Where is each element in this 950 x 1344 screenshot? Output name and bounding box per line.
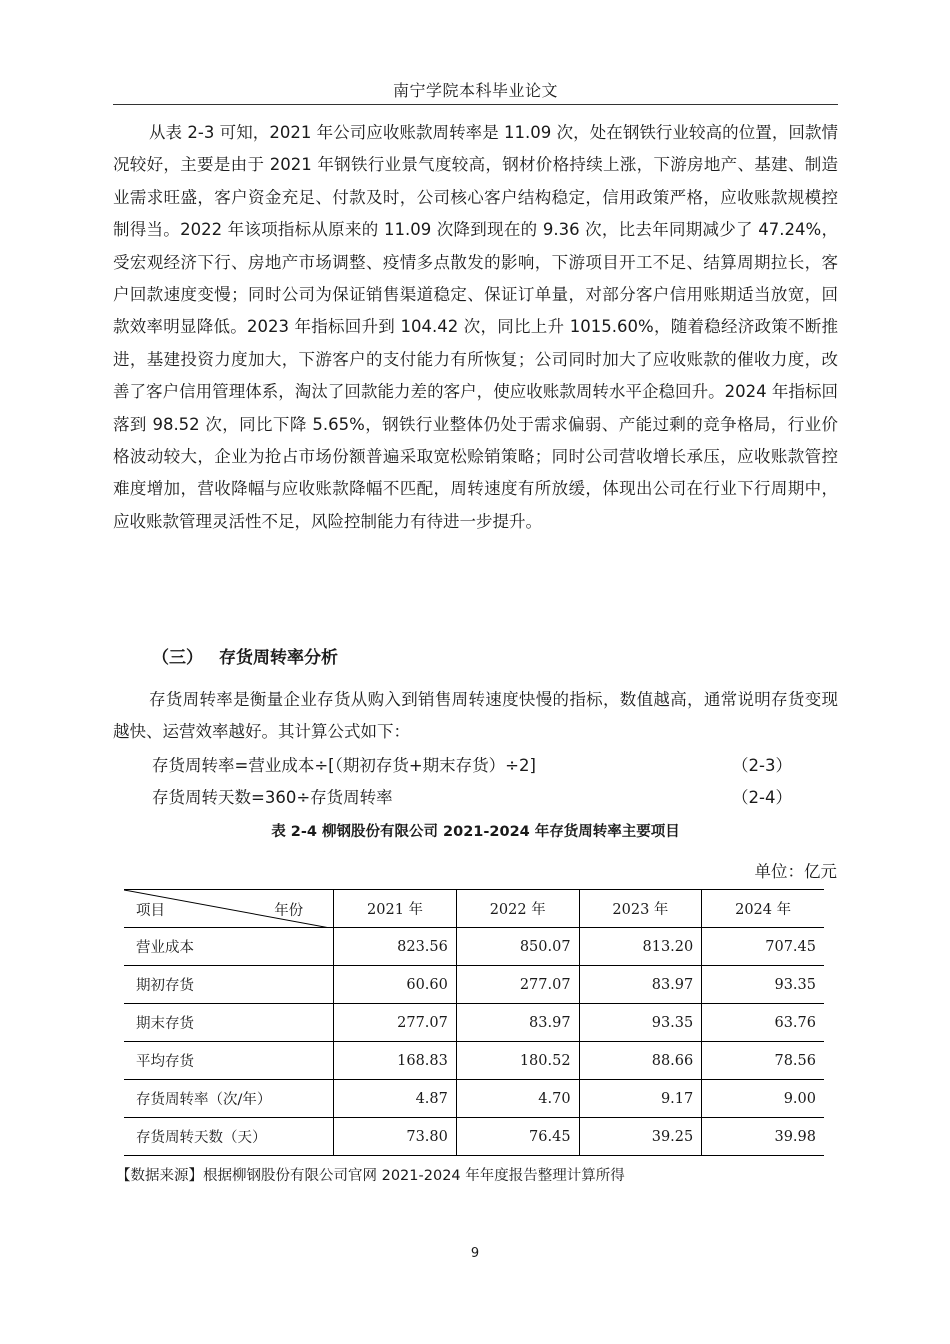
year-header: 2021 年 <box>334 890 457 928</box>
table-cell: 168.83 <box>334 1042 457 1080</box>
table-unit: 单位：亿元 <box>754 862 837 881</box>
corner-label-year: 年份 <box>274 903 304 919</box>
row-label: 平均存货 <box>124 1042 334 1080</box>
table-row <box>124 1080 824 1118</box>
table-row <box>124 1004 824 1042</box>
table-row <box>124 966 824 1004</box>
table-cell: 63.76 <box>702 1004 824 1042</box>
section-heading <box>152 643 338 668</box>
table-cell: 9.17 <box>579 1080 702 1118</box>
table-cell: 76.45 <box>456 1118 579 1156</box>
table-cell: 93.35 <box>579 1004 702 1042</box>
year-header: 2022 年 <box>456 890 579 928</box>
table-cell: 39.98 <box>702 1118 824 1156</box>
formula-inventory-turnover <box>152 752 792 776</box>
section-number: （三） <box>152 648 203 668</box>
table-header-row <box>124 890 824 928</box>
table-cell: 93.35 <box>702 966 824 1004</box>
row-label: 期初存货 <box>124 966 334 1004</box>
table-cell: 180.52 <box>456 1042 579 1080</box>
row-label: 营业成本 <box>136 940 194 956</box>
formula-text: 存货周转率=营业成本÷[（期初存货+期末存货）÷2] <box>152 756 536 775</box>
inventory-turnover-table <box>124 889 824 1156</box>
table-cell: 78.56 <box>702 1042 824 1080</box>
table-cell: 39.25 <box>579 1118 702 1156</box>
formula-number: （2-4） <box>732 788 792 807</box>
table-cell: 83.97 <box>456 1004 579 1042</box>
table-cell: 9.00 <box>702 1080 824 1118</box>
table-row <box>124 1118 824 1156</box>
table-cell: 83.97 <box>579 966 702 1004</box>
formula-number: （2-3） <box>732 756 792 775</box>
table-cell: 4.87 <box>334 1080 457 1118</box>
table-cell: 823.56 <box>334 928 457 966</box>
row-label: 存货周转天数（天） <box>124 1118 334 1156</box>
table-cell: 277.07 <box>334 1004 457 1042</box>
body-paragraph-receivables: 从表 2-3 可知，2021 年公司应收账款周转率是 11.09 次，处在钢铁行业较高的位置，回款情况较好，主要是由于 2021 年钢铁行业景气度较高，钢材价格持续上涨，下游房地产、基建、制造业需求旺盛，客户资金充足、付款及时，公司核心客户结构稳定，信用政策严格，应收账款规模控制得当。2022 年该项指标从原来的 11.09 次降到现在的 9.36 次，比去年同期减少了 47.24%，受宏观经济下行、房地产市场调整、疫情多点散发的影响，下游项目开工不足、结算周期拉长，客户回款速度变慢；同时公司为保证销售渠道稳定、保证订单量，对部分客户信用账期适当放宽，回款效率明显降低。2023 年指标回升到 104.42 次，同比上升 1015.60%，随着稳经济政策不断推进，基建投资力度加大，下游客户的支付能力有所恢复；公司同时加大了应收账款的催收力度，改善了客户信用管理体系，淘汰了回款能力差的客户，使应收账款周转水平企稳回升。2024 年指标回落到 98.52 次，同比下降 5.65%，钢铁行业整体仍处于需求偏弱、产能过剩的竞争格局，行业价格波动较大，企业为抢占市场份额普遍采取宽松赊销策略；同时公司营收增长承压，应收账款管控难度增加，营收降幅与应收账款降幅不匹配，周转速度有所放缓，体现出公司在行业下行周期中，应收账款管理灵活性不足，风险控制能力有待进一步提升。 <box>113 123 838 531</box>
page-number: 9 <box>470 1246 480 1261</box>
formula-inventory-days <box>152 784 792 808</box>
table-caption: 表 2-4 柳钢股份有限公司 2021-2024 年存货周转率主要项目 <box>271 824 680 840</box>
row-label: 期末存货 <box>124 1004 334 1042</box>
formula-text: 存货周转天数=360÷存货周转率 <box>152 788 393 807</box>
page-header: 南宁学院本科毕业论文 <box>392 81 558 100</box>
table-cell: 4.70 <box>456 1080 579 1118</box>
row-label: 存货周转率（次/年） <box>124 1080 334 1118</box>
data-source-note: 【数据来源】根据柳钢股份有限公司官网 2021-2024 年年度报告整理计算所得 <box>116 1168 625 1184</box>
table-cell: 707.45 <box>702 928 824 966</box>
table-cell: 850.07 <box>456 928 579 966</box>
year-header: 2024 年 <box>702 890 824 928</box>
table-cell: 813.20 <box>579 928 702 966</box>
corner-label-item: 项目 <box>136 903 165 919</box>
table-cell: 60.60 <box>334 966 457 1004</box>
year-header: 2023 年 <box>579 890 702 928</box>
table-cell: 277.07 <box>456 966 579 1004</box>
table-row <box>124 1042 824 1080</box>
header-rule <box>113 104 838 105</box>
section-title: 存货周转率分析 <box>219 648 338 668</box>
table-cell: 73.80 <box>334 1118 457 1156</box>
table-row <box>124 928 824 966</box>
body-paragraph-inventory: 存货周转率是衡量企业存货从购入到销售周转速度快慢的指标，数值越高，通常说明存货变现越快、运营效率越好。其计算公式如下： <box>113 690 838 742</box>
table-cell: 88.66 <box>579 1042 702 1080</box>
table-corner-cell <box>124 890 334 928</box>
